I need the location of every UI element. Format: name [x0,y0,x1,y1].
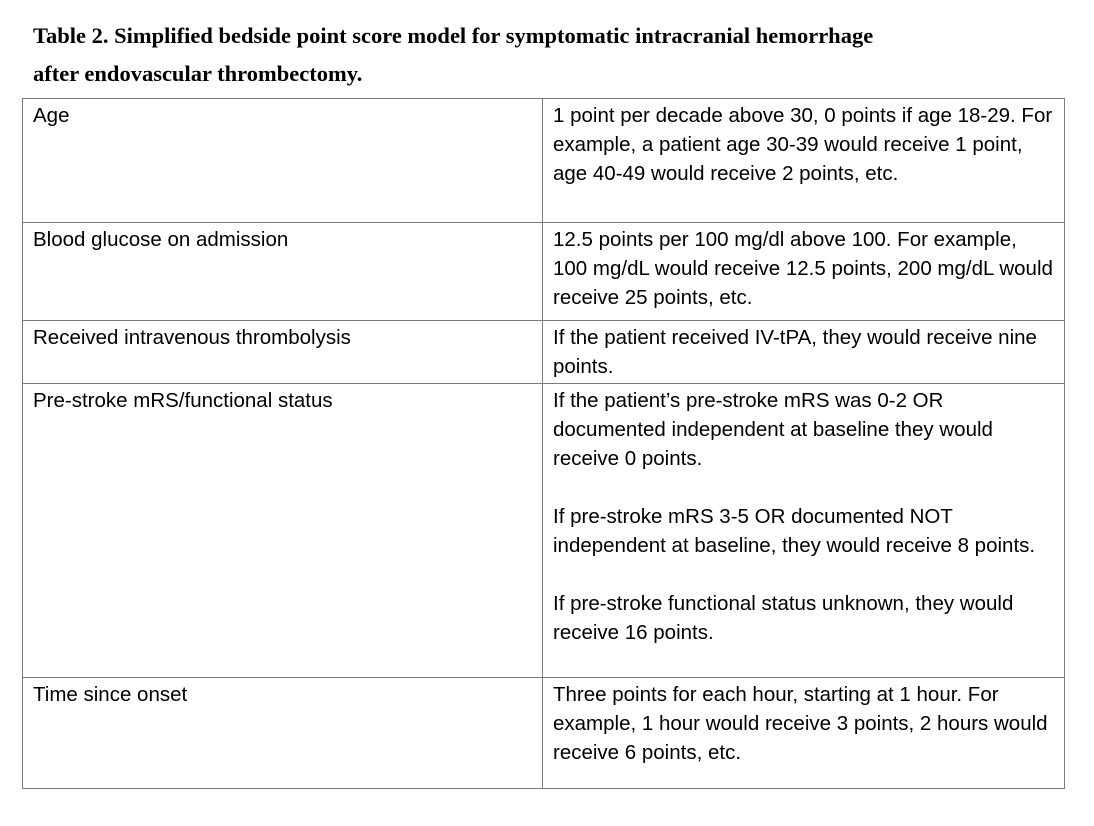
scoring-text: Three points for each hour, starting at 1 hour. For example, 1 hour would receive 3 points, 2 hours would receive 6 points, etc. [553,683,1048,764]
factor-cell-prestroke-mrs [23,384,543,678]
table-row-thrombolysis [23,321,1065,384]
factor-label: Blood glucose on admission [33,228,289,251]
scoring-text: If pre-stroke mRS 3-5 OR documented NOT independent at baseline, they would receive 8 points. [553,505,1036,557]
scoring-cell-prestroke-mrs [543,384,1065,678]
scoring-text: 1 point per decade above 30, 0 points if age 18-29. For example, a patient age 30-39 would receive 1 point, age 40-49 would receive 2 points, etc. [553,104,1053,185]
scoring-text: 12.5 points per 100 mg/dl above 100. For example, 100 mg/dL would receive 12.5 points, 200 mg/dL would receive 25 points, etc. [553,228,1053,309]
table-caption-line-1: Table 2. Simplified bedside point score model for symptomatic intracranial hemorrhage [33,23,874,48]
factor-cell-age [23,99,543,223]
factor-label: Age [33,104,70,127]
factor-cell-thrombolysis [23,321,543,384]
table-row-age [23,99,1065,223]
table-caption-line-2: after endovascular thrombectomy. [33,61,363,86]
factor-cell-blood-glucose [23,223,543,321]
scoring-cell-blood-glucose [543,223,1065,321]
scoring-text: If the patient received IV-tPA, they would receive nine points. [553,326,1037,378]
table-caption [33,17,1094,93]
scoring-text: If pre-stroke functional status unknown, they would receive 16 points. [553,592,1014,644]
table-row-blood-glucose [23,223,1065,321]
scoring-cell-time-since-onset [543,678,1065,789]
point-score-table [22,98,1065,789]
factor-cell-time-since-onset [23,678,543,789]
scoring-text: If the patient’s pre-stroke mRS was 0-2 OR documented independent at baseline they would receive 0 points. [553,389,993,470]
factor-label: Time since onset [33,683,188,706]
scoring-cell-thrombolysis [543,321,1065,384]
factor-label: Pre-stroke mRS/functional status [33,389,333,412]
table-row-time-since-onset [23,678,1065,789]
scoring-cell-age [543,99,1065,223]
factor-label: Received intravenous thrombolysis [33,326,351,349]
table-row-prestroke-mrs [23,384,1065,678]
